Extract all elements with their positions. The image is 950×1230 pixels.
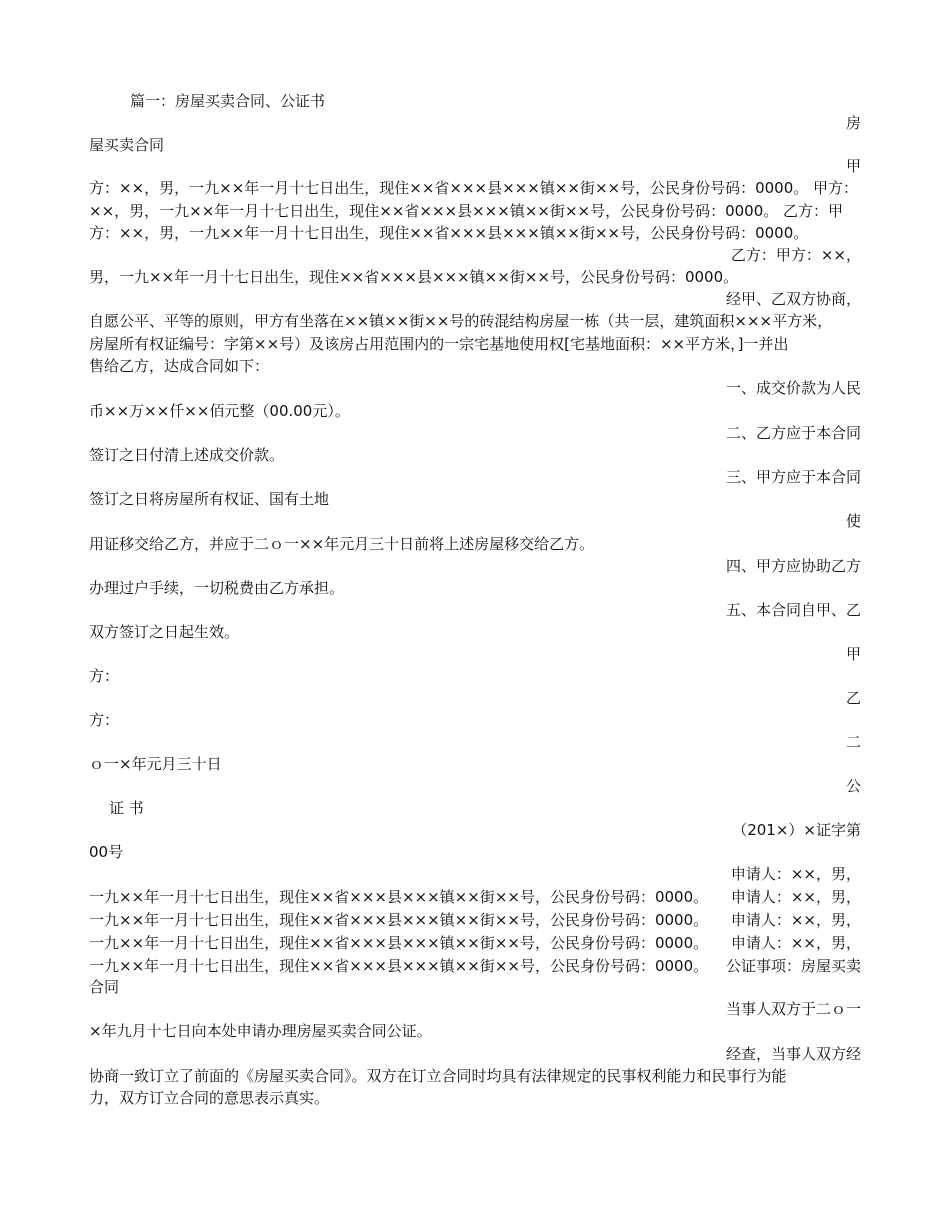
- text-line: 房: [845, 114, 861, 132]
- text-line: 一九××年一月十七日出生，现住××省×××县×××镇××街××号，公民身份号码：0000。: [89, 888, 709, 906]
- text-line: 一九××年一月十七日出生，现住××省×××县×××镇××街××号，公民身份号码：0000。: [89, 957, 709, 975]
- text-line: 协商一致订立了前面的《房屋买卖合同》。双方在订立合同时均具有法律规定的民事权利能力和民事行为能: [89, 1067, 787, 1085]
- text-line: 一九××年一月十七日出生，现住××省×××县×××镇××街××号，公民身份号码：0000。: [89, 934, 709, 952]
- document-title: 篇一：房屋买卖合同、公证书: [130, 92, 326, 110]
- text-line: 用证移交给乙方，并应于二ｏ一××年元月三十日前将上述房屋移交给乙方。: [89, 535, 595, 553]
- text-line: 00号: [89, 843, 124, 861]
- text-line: 使: [845, 512, 861, 530]
- text-line: 签订之日付清上述成交价款。: [89, 446, 285, 464]
- text-line: ××，男，一九××年一月十七日出生，现住××省×××县×××镇××街××号，公民身份号码：0000。 乙方：甲: [89, 202, 844, 220]
- text-line: 申请人：××，男，: [730, 934, 861, 952]
- text-line: 公证事项：房屋买卖: [725, 957, 861, 975]
- text-line: 方：: [89, 667, 120, 685]
- text-line: 方：: [89, 711, 120, 729]
- text-line: 男，一九××年一月十七日出生，现住××省×××县×××镇××街××号，公民身份号码：0000。: [89, 268, 739, 286]
- text-line: ×年九月十七日向本处申请办理房屋买卖合同公证。: [89, 1022, 432, 1040]
- text-line: 屋买卖合同: [89, 136, 165, 154]
- text-line: 甲: [845, 645, 861, 663]
- text-line: 一九××年一月十七日出生，现住××省×××县×××镇××街××号，公民身份号码：0000。: [89, 911, 709, 929]
- text-line: 二、乙方应于本合同: [725, 424, 861, 442]
- text-line: 办理过户手续，一切税费由乙方承担。: [89, 579, 345, 597]
- text-line: 自愿公平、平等的原则，甲方有坐落在××镇××街××号的砖混结构房屋一栋（共一层，建筑面积×××平方米，: [89, 312, 833, 330]
- text-line: 合同: [89, 978, 120, 996]
- text-line: 经查，当事人双方经: [725, 1045, 861, 1063]
- text-line: 方：××，男，一九××年一月十七日出生，现住××省×××县×××镇××街××号，公民身份号码：0000。: [89, 224, 809, 242]
- section-heading: 证 书: [109, 799, 144, 817]
- text-line: （201×）×证字第: [732, 821, 861, 839]
- text-line: ｏ一×年元月三十日: [89, 755, 222, 773]
- text-line: 当事人双方于二ｏ一: [725, 1000, 861, 1018]
- text-line: 乙: [845, 689, 861, 707]
- text-line: 币××万××仟××佰元整（00.00元）。: [89, 402, 350, 420]
- text-line: 五、本合同自甲、乙: [725, 601, 861, 619]
- text-line: 一、成交价款为人民: [725, 379, 861, 397]
- text-line: 三、甲方应于本合同: [725, 468, 861, 486]
- text-line: 公: [845, 777, 861, 795]
- text-line: 方：××，男，一九××年一月十七日出生，现住××省×××县×××镇××街××号，公民身份号码：0000。 甲方：: [89, 179, 859, 197]
- text-line: 二: [845, 733, 861, 751]
- text-line: 签订之日将房屋所有权证、国有土地: [89, 490, 330, 508]
- text-line: 四、甲方应协助乙方: [725, 557, 861, 575]
- text-line: 双方签订之日起生效。: [89, 623, 240, 641]
- text-line: 申请人：××，男，: [730, 911, 861, 929]
- text-line: 力，双方订立合同的意思表示真实。: [89, 1089, 330, 1107]
- text-line: 乙方：甲方：××，: [730, 246, 861, 264]
- text-line: 房屋所有权证编号：字第××号）及该房占用范围内的一宗宅基地使用权[宅基地面积：××平方米，]一并出: [89, 335, 789, 353]
- text-line: 申请人：××，男，: [730, 888, 861, 906]
- text-line: 售给乙方，达成合同如下：: [89, 357, 270, 375]
- text-line: 甲: [845, 157, 861, 175]
- text-line: 经甲、乙双方协商，: [725, 290, 861, 308]
- text-line: 申请人：××，男，: [730, 865, 861, 883]
